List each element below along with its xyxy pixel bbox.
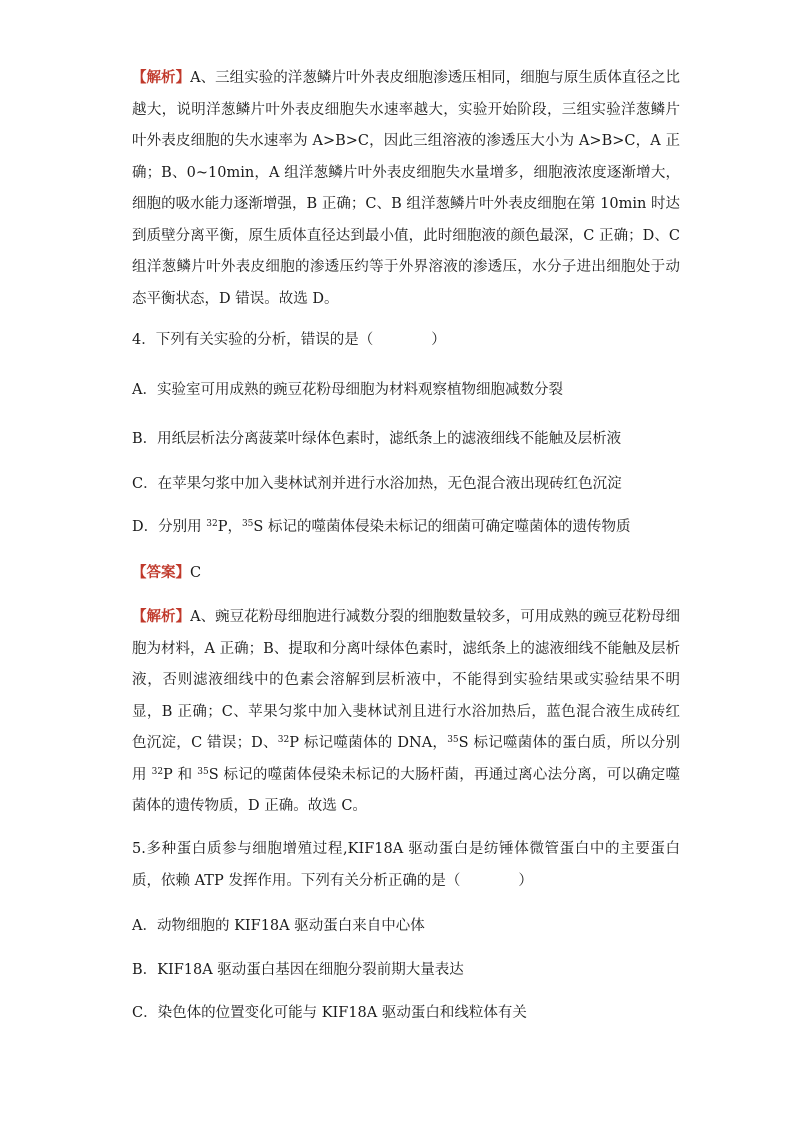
question-5-option-a: A．动物细胞的 KIF18A 驱动蛋白来自中心体 (132, 918, 425, 934)
question-4-option-b: B．用纸层析法分离菠菜叶绿体色素时，滤纸条上的滤液细线不能触及层析液 (132, 431, 622, 447)
analysis-text: A、三组实验的洋葱鳞片叶外表皮细胞渗透压相同，细胞与原生质体直径之比越大，说明洋葱鳞片叶外表皮细胞失水速率越大，实验开始阶段，三组实验洋葱鳞片叶外表皮细胞的失水速率为 A>B>C，因此三组溶液的渗透压大小为 A>B>C，A 正确；B、0~10min，A 组洋葱鳞片叶外表皮细胞失水量增多，细胞液浓度逐渐增大，细胞的吸水能力逐渐增强，B 正确；C、B 组洋葱鳞片叶外表皮细胞在第 10min 时达到质壁分离平衡，原生质体直径达到最小值，此时细胞液的颜色最深，C 正确；D、C 组洋葱鳞片叶外表皮细胞的渗透压约等于外界溶液的渗透压，水分子进出细胞处于动态平衡状态，D 错误。故选 D。 (132, 70, 681, 307)
answer-value: C (190, 565, 202, 581)
analysis-paragraph-q3 (132, 62, 680, 315)
question-5-option-c: C．染色体的位置变化可能与 KIF18A 驱动蛋白和线粒体有关 (132, 1005, 527, 1021)
analysis-tag: 【解析】 (132, 69, 191, 86)
analysis-tag: 【解析】 (132, 608, 191, 625)
question-4-option-d: D．分别用 $^{32}$P，$^{35}$S 标记的噬菌体侵染未标记的细菌可确定噬菌体的遗传物质 (132, 519, 631, 535)
question-5-stem: 5.多种蛋白质参与细胞增殖过程,KIF18A 驱动蛋白是纺锤体微管蛋白中的主要蛋白质，依赖 ATP 发挥作用。下列有关分析正确的是（ ） (132, 841, 680, 889)
answer-tag: 【答案】 (132, 564, 190, 581)
question-4-option-c: C．在苹果匀浆中加入斐林试剂并进行水浴加热，无色混合液出现砖红色沉淀 (132, 476, 622, 492)
question-4-stem: 4．下列有关实验的分析，错误的是（ ） (132, 332, 446, 348)
answer-line-q4 (132, 563, 692, 583)
analysis-paragraph-q4: 【解析】A、豌豆花粉母细胞进行减数分裂的细胞数量较多，可用成熟的豌豆花粉母细胞为材料，A 正确；B、提取和分离叶绿体色素时，滤纸条上的滤液细线不能触及层析液，否则滤液细线中的色素会溶解到层析液中，不能得到实验结果或实验结果不明显，B 正确；C、苹果匀浆中加入斐林试剂且进行水浴加热后，蓝色混合液生成砖红色沉淀，C 错误；D、$^{32}$P 标记噬菌体的 DNA，$^{35}$S 标记噬菌体的蛋白质，所以分别用 $^{32}$P 和 $^{35}$S 标记的噬菌体侵染未标记的大肠杆菌，再通过离心法分离，可以确定噬菌体的遗传物质，D 正确。故选 C。 (132, 608, 681, 814)
question-4-option-a: A．实验室可用成熟的豌豆花粉母细胞为材料观察植物细胞减数分裂 (132, 382, 563, 398)
question-5-option-b: B．KIF18A 驱动蛋白基因在细胞分裂前期大量表达 (132, 962, 464, 978)
